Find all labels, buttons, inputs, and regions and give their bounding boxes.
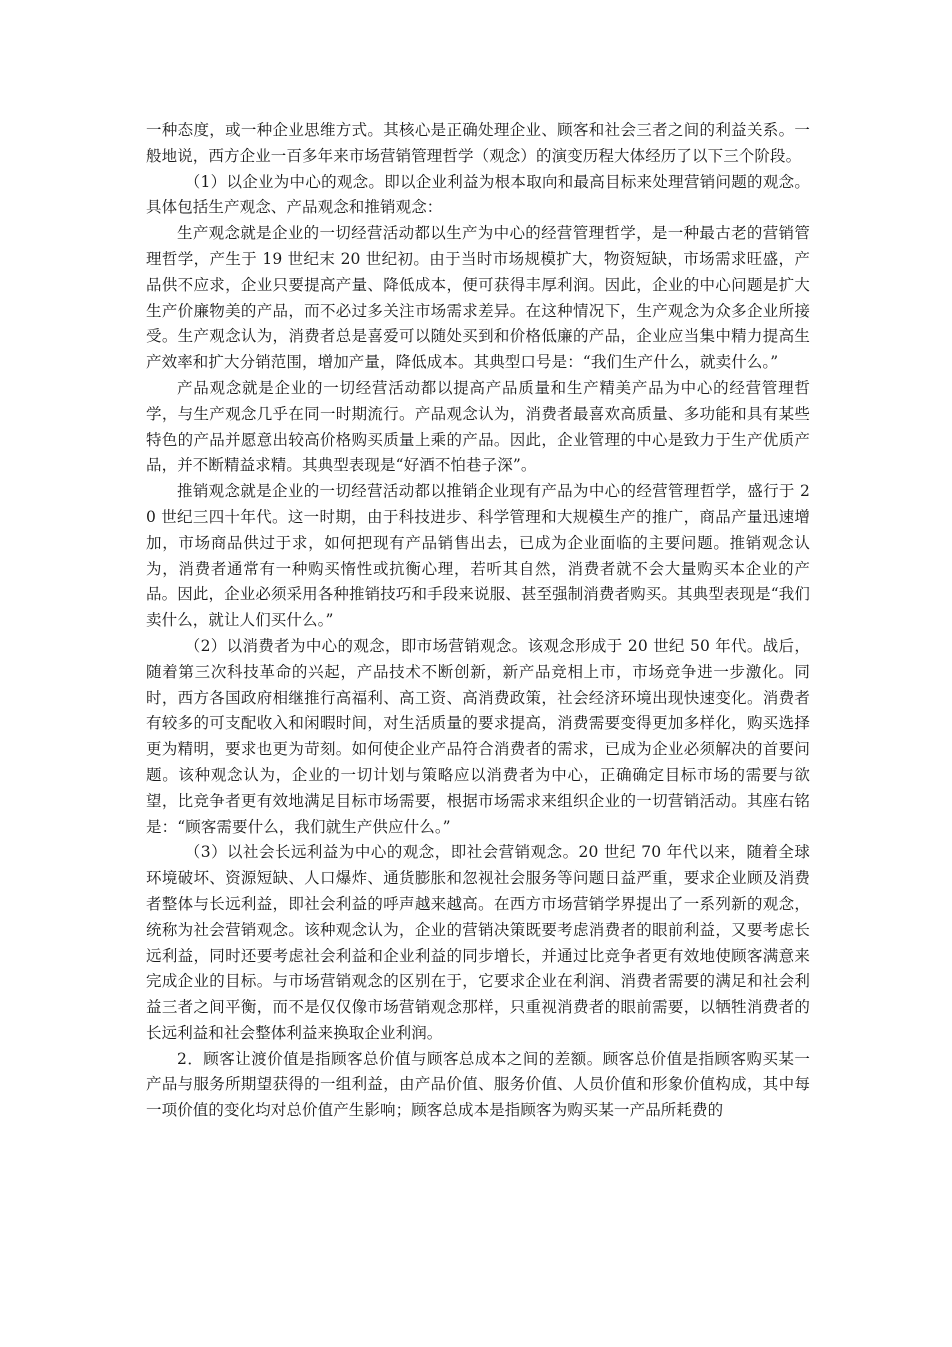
paragraph-selling-concept: 推销观念就是企业的一切经营活动都以推销企业现有产品为中心的经营管理哲学，盛行于 20 世纪三四十年代。这一时期，由于科技进步、科学管理和大规模生产的推广，商品产量迅速增加，市场商品供过于求，如何把现有产品销售出去，已成为企业面临的主要问题。推销观念认为，消费者通常有一种购买惰性或抗衡心理，若听其自然，消费者就不会大量购买本企业的产品。因此，企业必须采用各种推销技巧和手段来说服、甚至强制消费者购买。其典型表现是“我们卖什么，就让人们买什么。” (146, 482, 810, 630)
paragraph-enterprise-centered: （1）以企业为中心的观念。即以企业利益为根本取向和最高目标来处理营销问题的观念。具体包括生产观念、产品观念和推销观念： (146, 172, 810, 217)
paragraph-societal-marketing-concept: （3）以社会长远利益为中心的观念，即社会营销观念。20 世纪 70 年代以来，随着全球环境破坏、资源短缺、人口爆炸、通货膨胀和忽视社会服务等问题日益严重，要求企业顾及消费者整体与长远利益，即社会利益的呼声越来越高。在西方市场营销学界提出了一系列新的观念，统称为社会营销观念。该种观念认为，企业的营销决策既要考虑消费者的眼前利益，又要考虑长远利益，同时还要考虑社会利益和企业利益的同步增长，并通过比竞争者更有效地使顾客满意来完成企业的目标。与市场营销观念的区别在于，它要求企业在利润、消费者需要的满足和社会利益三者之间平衡，而不是仅仅像市场营销观念那样，只重视消费者的眼前需要，以牺牲消费者的长远利益和社会整体利益来换取企业利润。 (146, 843, 810, 1042)
paragraph-product-concept: 产品观念就是企业的一切经营活动都以提高产品质量和生产精美产品为中心的经营管理哲学，与生产观念几乎在同一时期流行。产品观念认为，消费者最喜欢高质量、多功能和具有某些特色的产品并愿意出较高价格购买质量上乘的产品。因此，企业管理的中心是致力于生产优质产品，并不断精益求精。其典型表现是“好酒不怕巷子深”。 (146, 378, 810, 475)
document-page (146, 118, 810, 1124)
paragraph-customer-delivered-value: 2．顾客让渡价值是指顾客总价值与顾客总成本之间的差额。顾客总价值是指顾客购买某一产品与服务所期望获得的一组利益，由产品价值、服务价值、人员价值和形象价值构成，其中每一项价值的变化均对总价值产生影响；顾客总成本是指顾客为购买某一产品所耗费的 (146, 1049, 810, 1120)
paragraph-intro: 一种态度，或一种企业思维方式。其核心是正确处理企业、顾客和社会三者之间的利益关系。一般地说，西方企业一百多年来市场营销管理哲学（观念）的演变历程大体经历了以下三个阶段。 (146, 121, 810, 165)
paragraph-production-concept: 生产观念就是企业的一切经营活动都以生产为中心的经营管理哲学，是一种最古老的营销管理哲学，产生于 19 世纪末 20 世纪初。由于当时市场规模扩大，物资短缺，市场需求旺盛，产品供不应求，企业只要提高产量、降低成本，便可获得丰厚利润。因此，企业的中心问题是扩大生产价廉物美的产品，而不必过多关注市场需求差异。在这种情况下，生产观念为众多企业所接受。生产观念认为，消费者总是喜爱可以随处买到和价格低廉的产品，企业应当集中精力提高生产效率和扩大分销范围，增加产量，降低成本。其典型口号是：“我们生产什么，就卖什么。” (146, 224, 810, 372)
paragraph-marketing-concept: （2）以消费者为中心的观念，即市场营销观念。该观念形成于 20 世纪 50 年代。战后，随着第三次科技革命的兴起，产品技术不断创新，新产品竞相上市，市场竞争进一步激化。同时，西方各国政府相继推行高福利、高工资、高消费政策，社会经济环境出现快速变化。消费者有较多的可支配收入和闲暇时间，对生活质量的要求提高，消费需要变得更加多样化，购买选择更为精明，要求也更为苛刻。如何使企业产品符合消费者的需求，已成为企业必须解决的首要问题。该种观念认为，企业的一切计划与策略应以消费者为中心，正确确定目标市场的需要与欲望，比竞争者更有效地满足目标市场需要，根据市场需求来组织企业的一切营销活动。其座右铭是：“顾客需要什么，我们就生产供应什么。” (146, 636, 810, 836)
